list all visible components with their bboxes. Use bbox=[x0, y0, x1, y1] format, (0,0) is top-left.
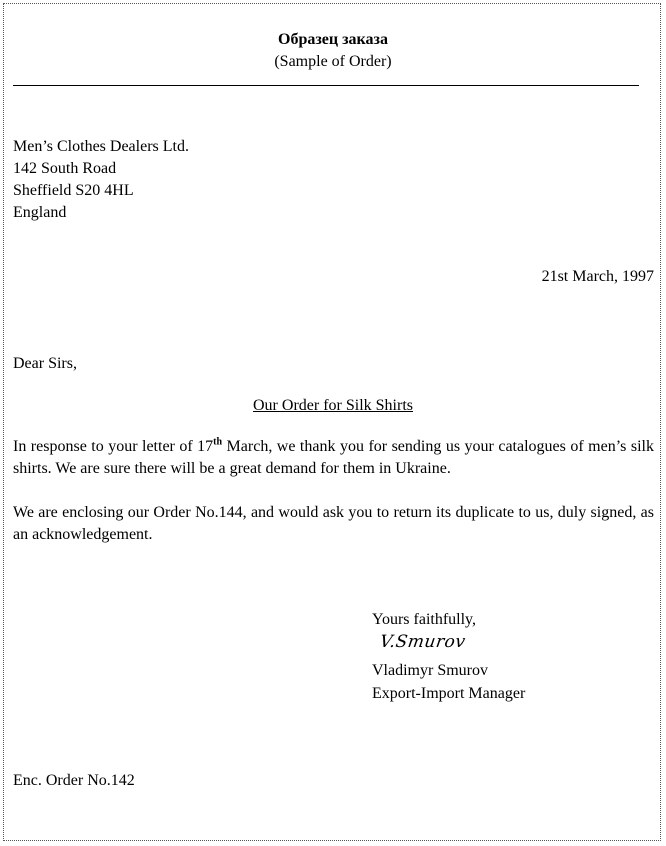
ordinal-suffix: th bbox=[213, 436, 223, 448]
address-line-company: Men’s Clothes Dealers Ltd. bbox=[13, 138, 189, 155]
page-border bbox=[3, 3, 661, 841]
enclosure-note: Enc. Order No.142 bbox=[13, 772, 135, 789]
address-line-city: Sheffield S20 4HL bbox=[13, 182, 134, 199]
handwritten-signature: V.Smurov bbox=[378, 632, 467, 652]
salutation: Dear Sirs, bbox=[13, 355, 77, 372]
body-paragraph-1-end: March, we thank you for sending us your catalogues of men’s silk shirts. We are sure there will be a great demand for them in Ukraine. bbox=[13, 438, 654, 477]
body-paragraph-1-start: In response to your letter of 17 bbox=[13, 438, 214, 455]
letter-date: 21st March, 1997 bbox=[541, 268, 654, 285]
body-paragraph-1 bbox=[13, 436, 654, 480]
address-line-country: England bbox=[13, 204, 67, 221]
document-subtitle: (Sample of Order) bbox=[274, 53, 392, 70]
address-line-street: 142 South Road bbox=[13, 160, 117, 177]
complimentary-close: Yours faithfully, bbox=[372, 611, 477, 628]
signatory-title: Export-Import Manager bbox=[372, 685, 526, 702]
letter-subject: Our Order for Silk Shirts bbox=[253, 397, 413, 414]
signatory-name: Vladimyr Smurov bbox=[372, 662, 488, 679]
document-title: Образец заказа bbox=[278, 31, 388, 48]
header-divider bbox=[13, 85, 639, 86]
body-paragraph-2: We are enclosing our Order No.144, and would ask you to return its duplicate to us, duly signed, as an acknowledgement. bbox=[13, 504, 654, 543]
